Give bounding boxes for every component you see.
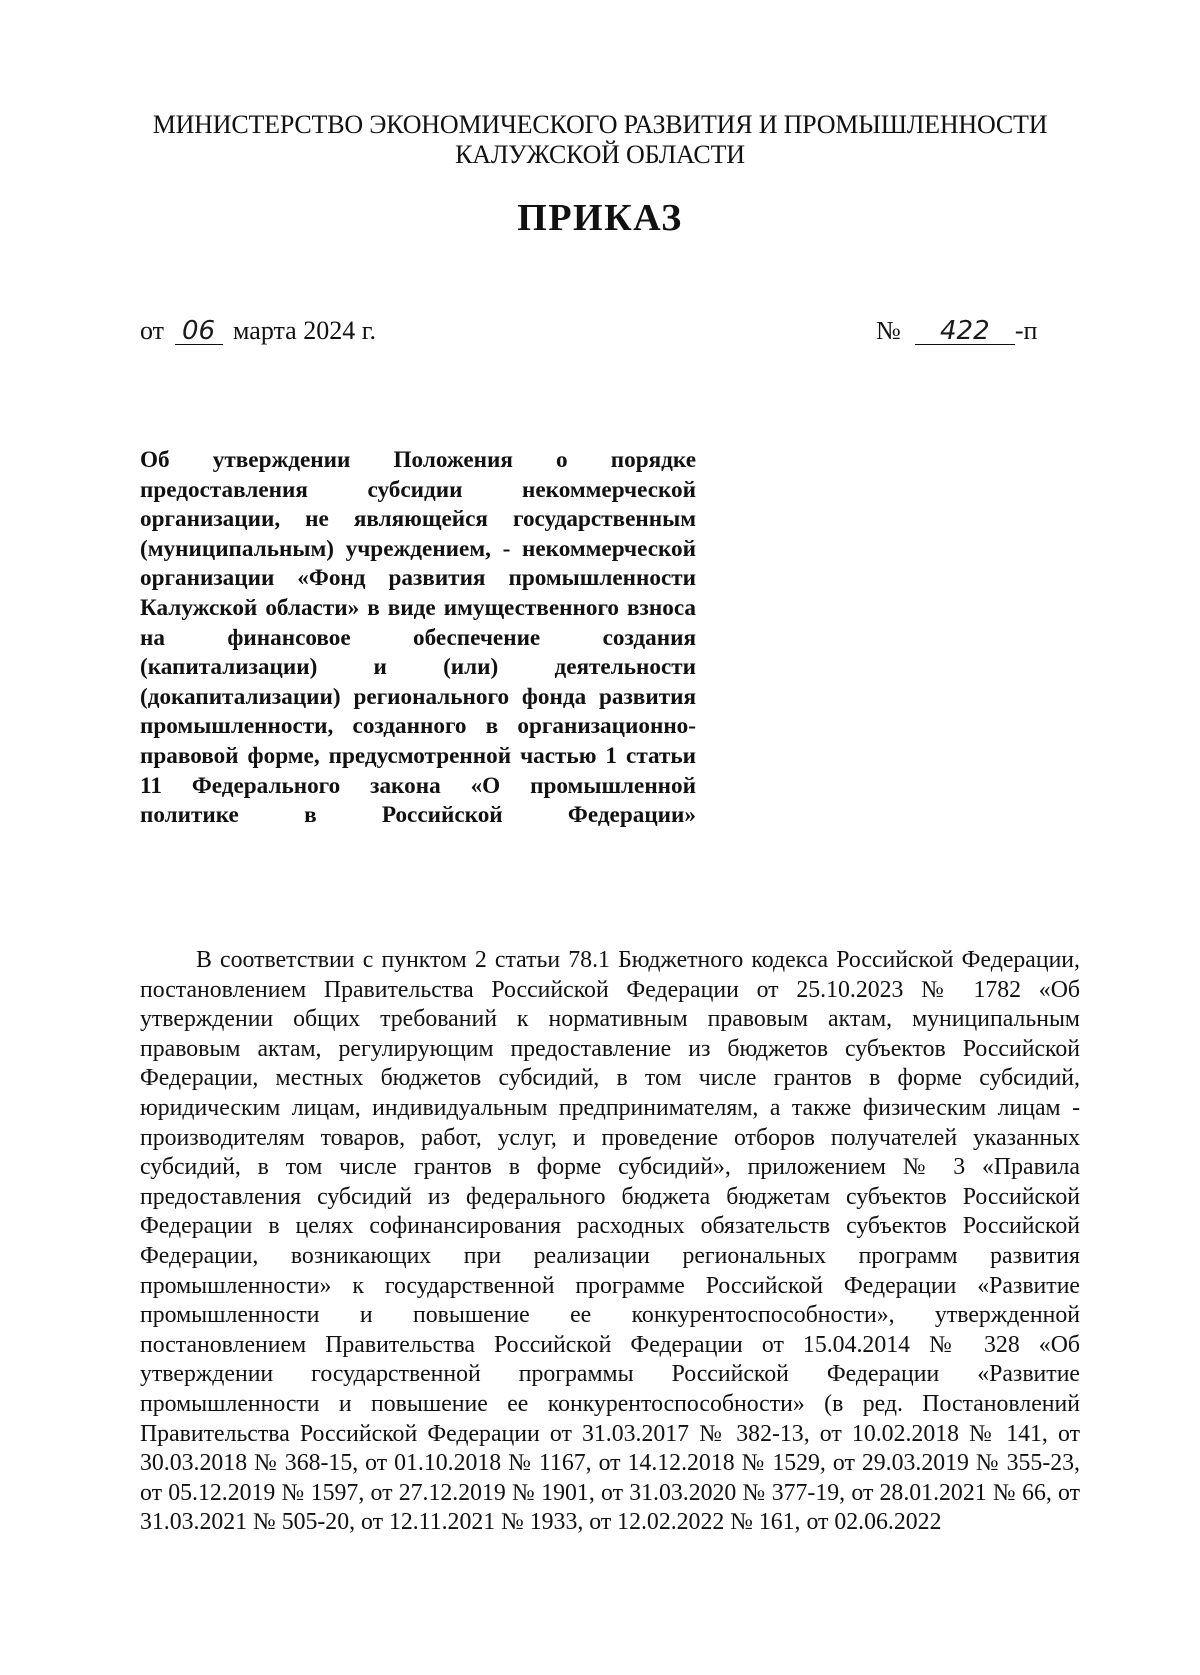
number-sign: №	[876, 316, 901, 345]
ministry-name-line2: КАЛУЖСКОЙ ОБЛАСТИ	[455, 140, 745, 169]
date-day-handwritten: 06	[175, 318, 223, 345]
order-number	[876, 316, 1037, 346]
number-suffix: -п	[1014, 316, 1038, 345]
order-subject-title	[140, 446, 696, 831]
date-prefix: от	[140, 316, 165, 345]
preamble	[140, 946, 1080, 1538]
order-number-handwritten: 422	[915, 318, 1015, 345]
ministry-header	[0, 110, 1200, 170]
order-date	[140, 316, 376, 346]
ministry-name-line1: МИНИСТЕРСТВО ЭКОНОМИЧЕСКОГО РАЗВИТИЯ И ПРОМЫШЛЕННОСТИ	[152, 110, 1048, 139]
order-subject-text: Об утверждении Положения о порядке предоставления субсидии некоммерческой организации, не являющейся государственным (муниципальным) учреждением, - некоммерческой организации «Фонд развития промышленности Калужской области» в виде имущественного взноса на финансовое обеспечение создания (капитализации) и (или) деятельности (докапитализации) регионального фонда развития промышленности, созданного в организационно-правовой форме, предусмотренной частью 1 статьи 11 Федерального закона «О промышленной политике в Российской Федерации»	[140, 447, 696, 829]
preamble-paragraph: В соответствии с пунктом 2 статьи 78.1 Бюджетного кодекса Российской Федерации, постановлением Правительства Российской Федерации от 25.10.2023 № 1782 «Об утверждении общих требований к нормативным правовым актам, муниципальным правовым актам, регулирующим предоставление из бюджетов субъектов Российской Федерации, местных бюджетов субсидий, в том числе грантов в форме субсидий, юридическим лицам, индивидуальным предпринимателям, а также физическим лицам - производителям товаров, работ, услуг, и проведение отборов получателей указанных субсидий, в том числе грантов в форме субсидий», приложением № 3 «Правила предоставления субсидий из федерального бюджета бюджетам субъектов Российской Федерации в целях софинансирования расходных обязательств субъектов Российской Федерации, возникающих при реализации региональных программ развития промышленности» к государственной программе Российской Федерации «Развитие промышленности и повышение ее конкурентоспособности», утвержденной постановлением Правительства Российской Федерации от 15.04.2014 № 328 «Об утверждении государственной программы Российской Федерации «Развитие промышленности и повышение ее конкурентоспособности» (в ред. Постановлений Правительства Российской Федерации от 31.03.2017 № 382-13, от 10.02.2018 № 141, от 30.03.2018 № 368-15, от 01.10.2018 № 1167, от 14.12.2018 № 1529, от 29.03.2019 № 355-23, от 05.12.2019 № 1597, от 27.12.2019 № 1901, от 31.03.2020 № 377-19, от 28.01.2021 № 66, от 31.03.2021 № 505-20, от 12.11.2021 № 1933, от 12.02.2022 № 161, от 02.06.2022	[140, 947, 1080, 1536]
document-type-title: ПРИКАЗ	[517, 197, 683, 239]
date-month-year: марта 2024 г.	[233, 316, 376, 345]
